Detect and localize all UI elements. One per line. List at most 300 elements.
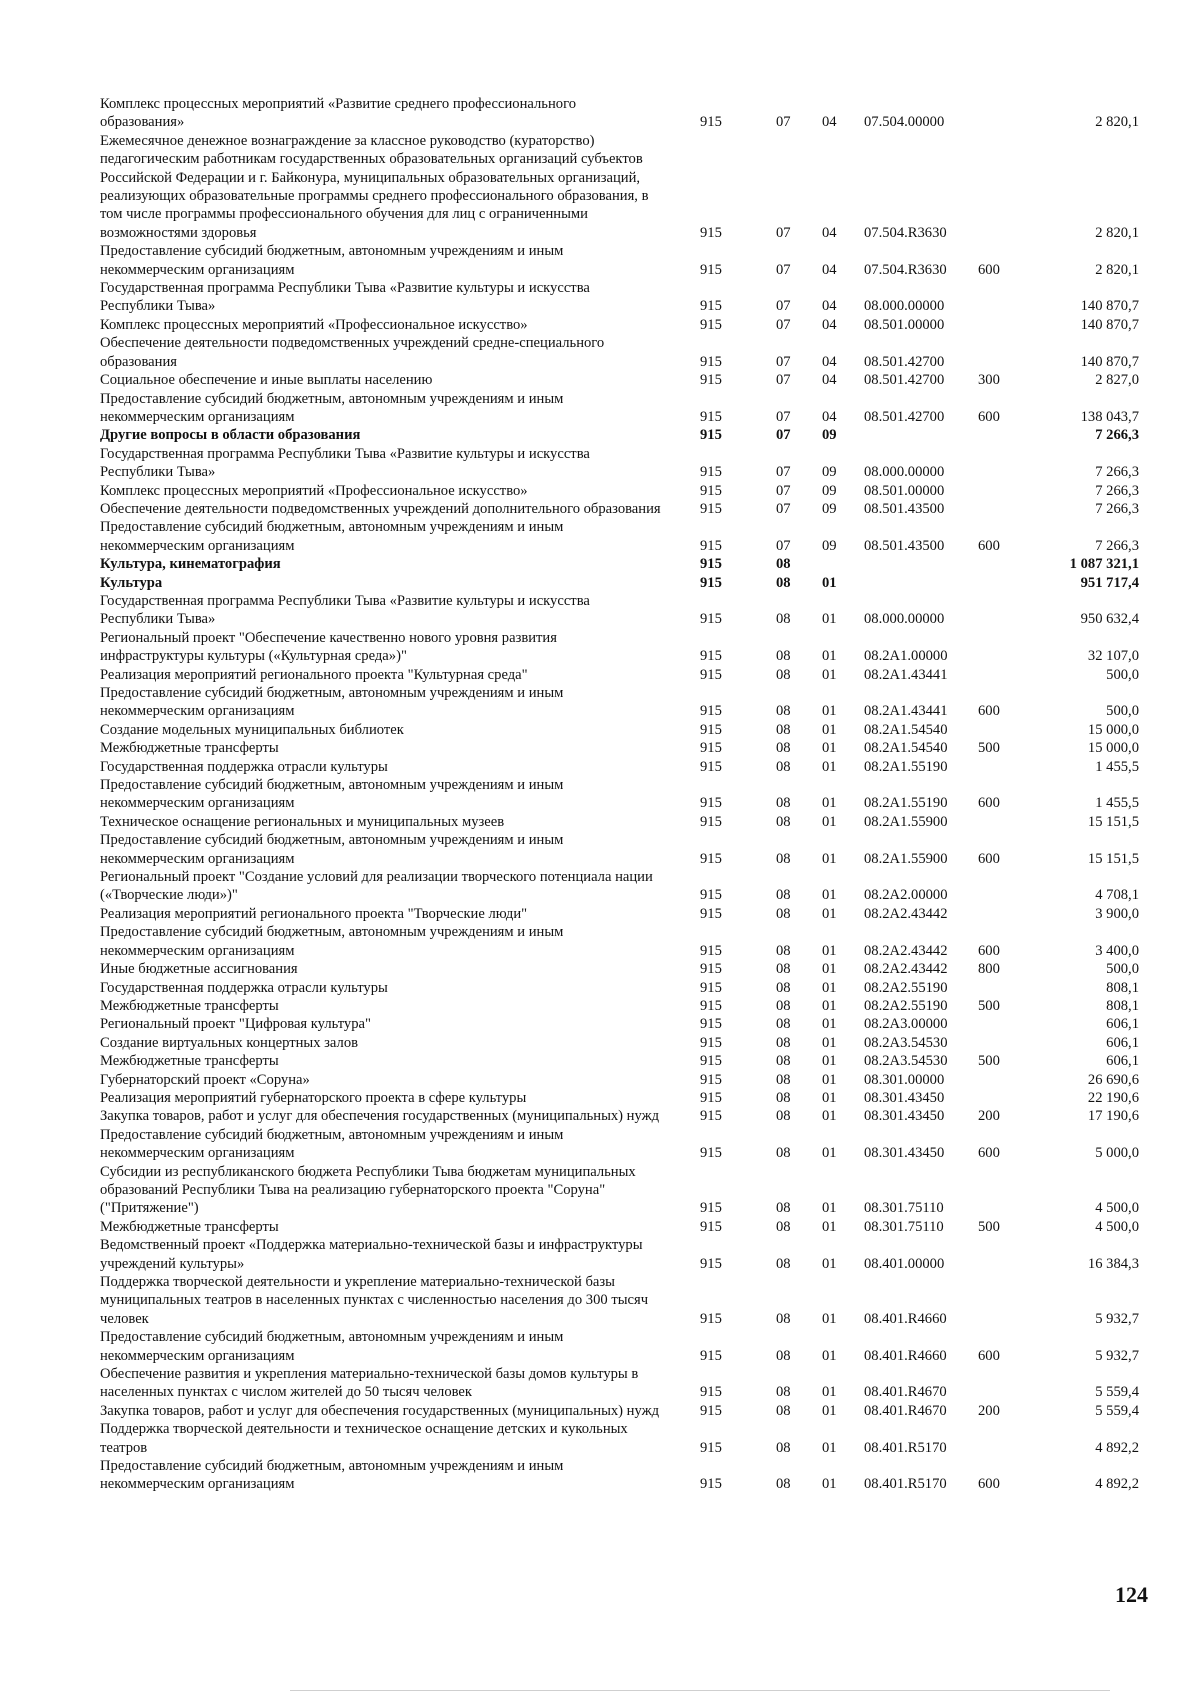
row-target-article: 07.504.00000 xyxy=(864,114,945,131)
row-amount: 15 000,0 xyxy=(1087,721,1139,738)
row-name: Межбюджетные трансферты xyxy=(100,740,279,757)
row-name: Предоставление субсидий бюджетным, автономным учреждениям и иным некоммерческим организациям xyxy=(100,519,564,554)
row-section-code: 08 xyxy=(776,1200,791,1217)
row-ministry-code: 915 xyxy=(700,1145,722,1162)
row-subsection-code: 01 xyxy=(822,813,837,830)
row-subsection-code: 01 xyxy=(822,648,837,665)
row-amount: 500,0 xyxy=(1106,666,1139,683)
row-target-article: 08.2А2.43442 xyxy=(864,942,948,959)
row-ministry-code: 915 xyxy=(700,1053,722,1070)
table-row xyxy=(100,960,1145,978)
table-row xyxy=(100,1163,1145,1218)
row-subsection-code: 09 xyxy=(822,482,837,499)
row-name: Государственная поддержка отрасли культуры xyxy=(100,758,388,775)
row-name: Межбюджетные трансферты xyxy=(100,1218,279,1235)
row-expense-type: 600 xyxy=(978,850,1000,867)
row-subsection-code: 01 xyxy=(822,1053,837,1070)
row-amount: 950 632,4 xyxy=(1080,611,1139,628)
row-ministry-code: 915 xyxy=(700,537,722,554)
row-expense-type xyxy=(975,95,1017,132)
row-section-code: 08 xyxy=(776,979,791,996)
row-amount: 26 690,6 xyxy=(1087,1071,1139,1088)
row-ministry-code: 915 xyxy=(700,887,722,904)
row-amount: 606,1 xyxy=(1106,1034,1139,1051)
row-subsection-code: 04 xyxy=(822,261,837,278)
row-target-article: 08.2А2.55190 xyxy=(864,979,948,996)
row-amount: 1 455,5 xyxy=(1095,758,1139,775)
row-ministry-code: 915 xyxy=(700,1255,722,1272)
row-amount: 4 708,1 xyxy=(1095,887,1139,904)
row-section-code: 08 xyxy=(776,574,791,591)
row-expense-type xyxy=(975,445,1017,482)
table-row xyxy=(100,279,1145,316)
table-row xyxy=(100,482,1145,500)
row-target-article: 08.2А1.43441 xyxy=(864,666,948,683)
row-name: Реализация мероприятий губернаторского проекта в сфере культуры xyxy=(100,1089,527,1106)
row-target-article: 07.504.R3630 xyxy=(864,224,947,241)
table-row xyxy=(100,776,1145,813)
row-expense-type xyxy=(975,132,1017,242)
row-ministry-code: 915 xyxy=(700,316,722,333)
row-amount: 5 559,4 xyxy=(1095,1384,1139,1401)
row-name: Региональный проект "Цифровая культура" xyxy=(100,1016,371,1033)
row-subsection-code: 09 xyxy=(822,464,837,481)
row-ministry-code: 915 xyxy=(700,1402,722,1419)
row-name: Иные бюджетные ассигнования xyxy=(100,961,298,978)
row-subsection-code: 01 xyxy=(822,666,837,683)
table-row xyxy=(100,684,1145,721)
row-subsection-code: 01 xyxy=(822,1218,837,1235)
row-ministry-code: 915 xyxy=(700,666,722,683)
row-name: Обеспечение развития и укрепления материально-технической базы домов культуры в населенных пунктах с числом жителей до 50 тысяч человек xyxy=(100,1366,639,1401)
row-expense-type xyxy=(975,629,1017,666)
row-amount: 140 870,7 xyxy=(1080,298,1139,315)
row-amount: 7 266,3 xyxy=(1095,482,1139,499)
row-amount: 808,1 xyxy=(1106,979,1139,996)
row-section-code: 07 xyxy=(776,261,791,278)
row-expense-type xyxy=(975,666,1017,684)
table-row xyxy=(100,1402,1145,1420)
row-name: Предоставление субсидий бюджетным, автономным учреждениям и иным некоммерческим организациям xyxy=(100,390,564,425)
row-subsection-code: 01 xyxy=(822,905,837,922)
row-expense-type: 500 xyxy=(978,997,1000,1014)
row-ministry-code: 915 xyxy=(700,703,722,720)
row-section-code: 08 xyxy=(776,1402,791,1419)
row-expense-type: 500 xyxy=(978,1218,1000,1235)
row-subsection-code: 01 xyxy=(822,795,837,812)
row-amount: 951 717,4 xyxy=(1080,574,1139,591)
row-section-code: 08 xyxy=(776,1476,791,1493)
table-row xyxy=(100,1273,1145,1328)
row-target-article: 08.301.75110 xyxy=(864,1218,944,1235)
row-amount: 5 000,0 xyxy=(1095,1145,1139,1162)
row-amount: 500,0 xyxy=(1106,961,1139,978)
row-amount: 15 000,0 xyxy=(1087,740,1139,757)
row-expense-type xyxy=(975,1236,1017,1273)
row-section-code: 07 xyxy=(776,353,791,370)
row-ministry-code: 915 xyxy=(700,500,722,517)
row-name: Ведомственный проект «Поддержка материально-технической базы и инфраструктуры учреждений культуры» xyxy=(100,1237,643,1272)
row-name: Закупка товаров, работ и услуг для обеспечения государственных (муниципальных) нужд xyxy=(100,1108,660,1125)
row-target-article: 08.2А2.43442 xyxy=(864,961,948,978)
row-ministry-code: 915 xyxy=(700,1384,722,1401)
table-row xyxy=(100,574,1145,592)
row-ministry-code: 915 xyxy=(700,1439,722,1456)
row-expense-type: 800 xyxy=(978,961,1000,978)
table-row xyxy=(100,592,1145,629)
row-subsection-code: 01 xyxy=(822,1310,837,1327)
row-section-code: 08 xyxy=(776,666,791,683)
row-amount: 4 500,0 xyxy=(1095,1218,1139,1235)
row-section-code: 08 xyxy=(776,721,791,738)
row-target-article: 08.2А3.54530 xyxy=(864,1034,948,1051)
row-target-article: 08.000.00000 xyxy=(864,464,945,481)
table-row xyxy=(100,242,1145,279)
row-target-article xyxy=(858,555,975,573)
row-target-article xyxy=(858,574,975,592)
table-row xyxy=(100,1089,1145,1107)
row-section-code: 08 xyxy=(776,1089,791,1106)
row-subsection-code: 01 xyxy=(822,887,837,904)
table-row xyxy=(100,758,1145,776)
row-ministry-code: 915 xyxy=(700,224,722,241)
row-target-article: 08.401.R4660 xyxy=(864,1347,947,1364)
row-subsection-code: 01 xyxy=(822,1402,837,1419)
row-section-code: 08 xyxy=(776,1384,791,1401)
row-ministry-code: 915 xyxy=(700,261,722,278)
row-ministry-code: 915 xyxy=(700,611,722,628)
row-name: Реализация мероприятий регионального проекта "Творческие люди" xyxy=(100,905,528,922)
row-amount: 500,0 xyxy=(1106,703,1139,720)
row-subsection-code: 01 xyxy=(822,942,837,959)
row-subsection-code: 01 xyxy=(822,758,837,775)
row-subsection-code: 01 xyxy=(822,721,837,738)
row-section-code: 08 xyxy=(776,703,791,720)
row-amount: 7 266,3 xyxy=(1095,427,1139,444)
row-name: Государственная поддержка отрасли культуры xyxy=(100,979,388,996)
row-section-code: 07 xyxy=(776,482,791,499)
row-name: Предоставление субсидий бюджетным, автономным учреждениям и иным некоммерческим организациям xyxy=(100,1126,564,1162)
row-section-code: 08 xyxy=(776,997,791,1014)
row-subsection-code: 04 xyxy=(822,114,837,131)
row-name: Губернаторский проект «Соруна» xyxy=(100,1071,310,1088)
row-amount: 5 932,7 xyxy=(1095,1347,1139,1364)
row-name: Государственная программа Республики Тыва «Развитие культуры и искусства Республики Тыва» xyxy=(100,445,590,481)
row-expense-type: 600 xyxy=(978,1145,1000,1162)
row-subsection-code: 01 xyxy=(822,997,837,1014)
row-name: Культура, кинематография xyxy=(100,556,281,573)
table-row xyxy=(100,95,1145,132)
row-section-code: 08 xyxy=(776,1347,791,1364)
row-ministry-code: 915 xyxy=(700,740,722,757)
row-amount: 7 266,3 xyxy=(1095,537,1139,554)
row-subsection-code xyxy=(813,555,858,573)
table-row xyxy=(100,1236,1145,1273)
row-name: Комплекс процессных мероприятий «Профессиональное искусство» xyxy=(100,482,528,499)
row-ministry-code: 915 xyxy=(700,905,722,922)
row-amount: 4 500,0 xyxy=(1095,1200,1139,1217)
row-target-article: 08.2А2.55190 xyxy=(864,997,948,1014)
row-amount: 15 151,5 xyxy=(1087,850,1139,867)
row-target-article: 08.501.00000 xyxy=(864,316,945,333)
row-ministry-code: 915 xyxy=(700,721,722,738)
row-expense-type xyxy=(975,758,1017,776)
row-subsection-code: 01 xyxy=(822,850,837,867)
row-subsection-code: 09 xyxy=(822,427,837,444)
row-name: Межбюджетные трансферты xyxy=(100,997,279,1014)
row-amount: 3 900,0 xyxy=(1095,905,1139,922)
table-row xyxy=(100,1052,1145,1070)
row-name: Комплекс процессных мероприятий «Развитие среднего профессионального образования» xyxy=(100,96,576,131)
row-ministry-code: 915 xyxy=(700,464,722,481)
row-section-code: 08 xyxy=(776,648,791,665)
row-amount: 808,1 xyxy=(1106,997,1139,1014)
table-row xyxy=(100,979,1145,997)
row-name: Поддержка творческой деятельности и техническое оснащение детских и кукольных театров xyxy=(100,1421,628,1456)
table-row xyxy=(100,1126,1145,1163)
row-subsection-code: 09 xyxy=(822,537,837,554)
row-target-article: 08.401.R4660 xyxy=(864,1310,947,1327)
row-ministry-code: 915 xyxy=(700,114,722,131)
row-expense-type: 600 xyxy=(978,1347,1000,1364)
table-row xyxy=(100,426,1145,444)
row-name: Обеспечение деятельности подведомственных учреждений средне-специального образования xyxy=(100,335,605,370)
row-section-code: 08 xyxy=(776,905,791,922)
row-amount: 140 870,7 xyxy=(1080,316,1139,333)
row-ministry-code: 915 xyxy=(700,353,722,370)
table-row xyxy=(100,997,1145,1015)
row-subsection-code: 04 xyxy=(822,372,837,389)
row-name: Социальное обеспечение и иные выплаты населению xyxy=(100,372,433,389)
row-subsection-code: 01 xyxy=(822,1347,837,1364)
row-ministry-code: 915 xyxy=(700,482,722,499)
row-ministry-code: 915 xyxy=(700,408,722,425)
row-subsection-code: 01 xyxy=(822,1145,837,1162)
table-row xyxy=(100,500,1145,518)
row-ministry-code: 915 xyxy=(700,372,722,389)
table-row xyxy=(100,1071,1145,1089)
row-expense-type xyxy=(975,574,1017,592)
row-ministry-code: 915 xyxy=(700,1347,722,1364)
row-subsection-code: 01 xyxy=(822,1016,837,1033)
row-expense-type xyxy=(975,555,1017,573)
page-number: 124 xyxy=(1115,1582,1148,1607)
row-ministry-code: 915 xyxy=(700,1310,722,1327)
row-expense-type xyxy=(975,1015,1017,1033)
row-section-code: 08 xyxy=(776,1016,791,1033)
table-row xyxy=(100,445,1145,482)
table-row xyxy=(100,813,1145,831)
row-name: Предоставление субсидий бюджетным, автономным учреждениям и иным некоммерческим организациям xyxy=(100,777,564,812)
table-row xyxy=(100,132,1145,242)
row-target-article: 08.401.R4670 xyxy=(864,1402,947,1419)
row-expense-type xyxy=(975,316,1017,334)
row-amount: 32 107,0 xyxy=(1087,648,1139,665)
row-ministry-code: 915 xyxy=(700,850,722,867)
row-ministry-code: 915 xyxy=(700,1108,722,1125)
row-subsection-code: 01 xyxy=(822,740,837,757)
row-section-code: 08 xyxy=(776,1053,791,1070)
row-name: Закупка товаров, работ и услуг для обеспечения государственных (муниципальных) нужд xyxy=(100,1402,660,1419)
row-expense-type: 600 xyxy=(978,537,1000,554)
row-expense-type: 200 xyxy=(978,1402,1000,1419)
row-subsection-code: 01 xyxy=(822,1034,837,1051)
row-section-code: 08 xyxy=(776,887,791,904)
row-target-article: 08.301.43450 xyxy=(864,1145,945,1162)
row-subsection-code: 01 xyxy=(822,611,837,628)
row-ministry-code: 915 xyxy=(700,1200,722,1217)
row-ministry-code: 915 xyxy=(700,942,722,959)
row-target-article: 08.301.75110 xyxy=(864,1200,944,1217)
row-expense-type xyxy=(975,334,1017,371)
row-ministry-code: 915 xyxy=(700,997,722,1014)
row-section-code: 07 xyxy=(776,408,791,425)
row-expense-type xyxy=(975,426,1017,444)
table-row xyxy=(100,1034,1145,1052)
row-name: Создание виртуальных концертных залов xyxy=(100,1034,359,1051)
row-target-article: 08.2А3.00000 xyxy=(864,1016,948,1033)
row-name: Комплекс процессных мероприятий «Профессиональное искусство» xyxy=(100,316,528,333)
row-name: Межбюджетные трансферты xyxy=(100,1053,279,1070)
row-amount: 16 384,3 xyxy=(1087,1255,1139,1272)
row-expense-type xyxy=(975,813,1017,831)
row-expense-type: 600 xyxy=(978,942,1000,959)
row-ministry-code: 915 xyxy=(700,1476,722,1493)
row-target-article: 08.2А1.43441 xyxy=(864,703,948,720)
row-ministry-code: 915 xyxy=(700,574,722,591)
row-expense-type xyxy=(975,500,1017,518)
row-expense-type xyxy=(975,905,1017,923)
row-section-code: 08 xyxy=(776,1034,791,1051)
row-amount: 4 892,2 xyxy=(1095,1439,1139,1456)
table-body xyxy=(100,95,1145,1494)
row-target-article: 08.401.R5170 xyxy=(864,1476,947,1493)
row-section-code: 08 xyxy=(776,942,791,959)
row-section-code: 07 xyxy=(776,224,791,241)
row-amount: 2 820,1 xyxy=(1095,261,1139,278)
table-row xyxy=(100,905,1145,923)
row-expense-type: 600 xyxy=(978,1476,1000,1493)
row-expense-type xyxy=(975,1365,1017,1402)
row-expense-type xyxy=(975,721,1017,739)
row-name: Региональный проект "Создание условий для реализации творческого потенциала нации («Творческие люди»)" xyxy=(100,869,653,904)
row-name: Региональный проект "Обеспечение качественно нового уровня развития инфраструктуры культуры («Культурная среда»)" xyxy=(100,629,557,665)
row-ministry-code: 915 xyxy=(700,1016,722,1033)
row-section-code: 07 xyxy=(776,372,791,389)
row-amount: 15 151,5 xyxy=(1087,813,1139,830)
row-subsection-code: 04 xyxy=(822,408,837,425)
row-expense-type xyxy=(975,1071,1017,1089)
row-section-code: 08 xyxy=(776,556,791,573)
row-section-code: 07 xyxy=(776,298,791,315)
row-ministry-code: 915 xyxy=(700,795,722,812)
row-target-article: 08.501.42700 xyxy=(864,353,945,370)
row-section-code: 07 xyxy=(776,464,791,481)
scan-artifact-line xyxy=(290,1690,1110,1691)
row-expense-type xyxy=(975,1089,1017,1107)
row-ministry-code: 915 xyxy=(700,1071,722,1088)
row-ministry-code: 915 xyxy=(700,758,722,775)
row-section-code: 07 xyxy=(776,114,791,131)
row-subsection-code: 01 xyxy=(822,703,837,720)
row-section-code: 08 xyxy=(776,850,791,867)
row-subsection-code: 01 xyxy=(822,574,837,591)
row-section-code: 08 xyxy=(776,1071,791,1088)
row-amount: 5 559,4 xyxy=(1095,1402,1139,1419)
row-subsection-code: 04 xyxy=(822,316,837,333)
row-subsection-code: 01 xyxy=(822,1108,837,1125)
row-section-code: 08 xyxy=(776,795,791,812)
row-expense-type: 500 xyxy=(978,740,1000,757)
row-target-article: 08.2А1.54540 xyxy=(864,721,948,738)
row-subsection-code: 04 xyxy=(822,353,837,370)
row-target-article: 08.501.42700 xyxy=(864,408,945,425)
row-subsection-code: 01 xyxy=(822,1089,837,1106)
row-section-code: 07 xyxy=(776,537,791,554)
row-name: Предоставление субсидий бюджетным, автономным учреждениям и иным некоммерческим организациям xyxy=(100,1329,564,1364)
row-section-code: 07 xyxy=(776,500,791,517)
row-target-article: 08.301.00000 xyxy=(864,1071,945,1088)
row-target-article: 08.2А1.55190 xyxy=(864,758,948,775)
row-ministry-code: 915 xyxy=(700,1034,722,1051)
row-expense-type: 600 xyxy=(978,261,1000,278)
row-target-article: 08.501.00000 xyxy=(864,482,945,499)
row-section-code: 08 xyxy=(776,1108,791,1125)
row-expense-type xyxy=(975,482,1017,500)
row-section-code: 08 xyxy=(776,961,791,978)
row-expense-type: 600 xyxy=(978,795,1000,812)
row-ministry-code: 915 xyxy=(700,298,722,315)
row-name: Предоставление субсидий бюджетным, автономным учреждениям и иным некоммерческим организациям xyxy=(100,832,564,867)
row-ministry-code: 915 xyxy=(700,556,722,573)
row-target-article: 08.401.00000 xyxy=(864,1255,945,1272)
row-target-article: 07.504.R3630 xyxy=(864,261,947,278)
row-amount: 2 820,1 xyxy=(1095,114,1139,131)
row-amount: 2 820,1 xyxy=(1095,224,1139,241)
row-target-article: 08.000.00000 xyxy=(864,298,945,315)
row-target-article: 08.301.43450 xyxy=(864,1108,945,1125)
row-target-article: 08.2А3.54530 xyxy=(864,1053,948,1070)
row-expense-type: 300 xyxy=(978,372,1000,389)
row-name: Предоставление субсидий бюджетным, автономным учреждениям и иным некоммерческим организациям xyxy=(100,685,564,720)
row-expense-type: 500 xyxy=(978,1053,1000,1070)
row-amount: 7 266,3 xyxy=(1095,500,1139,517)
row-amount: 140 870,7 xyxy=(1080,353,1139,370)
row-target-article: 08.401.R4670 xyxy=(864,1384,947,1401)
row-subsection-code: 01 xyxy=(822,979,837,996)
row-target-article: 08.401.R5170 xyxy=(864,1439,947,1456)
row-subsection-code: 01 xyxy=(822,1384,837,1401)
table-row xyxy=(100,1015,1145,1033)
row-amount: 2 827,0 xyxy=(1095,372,1139,389)
row-name: Создание модельных муниципальных библиотек xyxy=(100,721,404,738)
row-section-code: 08 xyxy=(776,813,791,830)
row-section-code: 08 xyxy=(776,1439,791,1456)
row-target-article: 08.301.43450 xyxy=(864,1089,945,1106)
row-amount: 3 400,0 xyxy=(1095,942,1139,959)
row-amount: 17 190,6 xyxy=(1087,1108,1139,1125)
table-row xyxy=(100,666,1145,684)
table-row xyxy=(100,721,1145,739)
row-expense-type xyxy=(975,1034,1017,1052)
row-target-article: 08.2А1.00000 xyxy=(864,648,948,665)
row-subsection-code: 09 xyxy=(822,500,837,517)
row-target-article xyxy=(858,426,975,444)
row-name: Культура xyxy=(100,574,163,591)
table-row xyxy=(100,831,1145,868)
row-subsection-code: 04 xyxy=(822,298,837,315)
row-subsection-code: 01 xyxy=(822,1200,837,1217)
